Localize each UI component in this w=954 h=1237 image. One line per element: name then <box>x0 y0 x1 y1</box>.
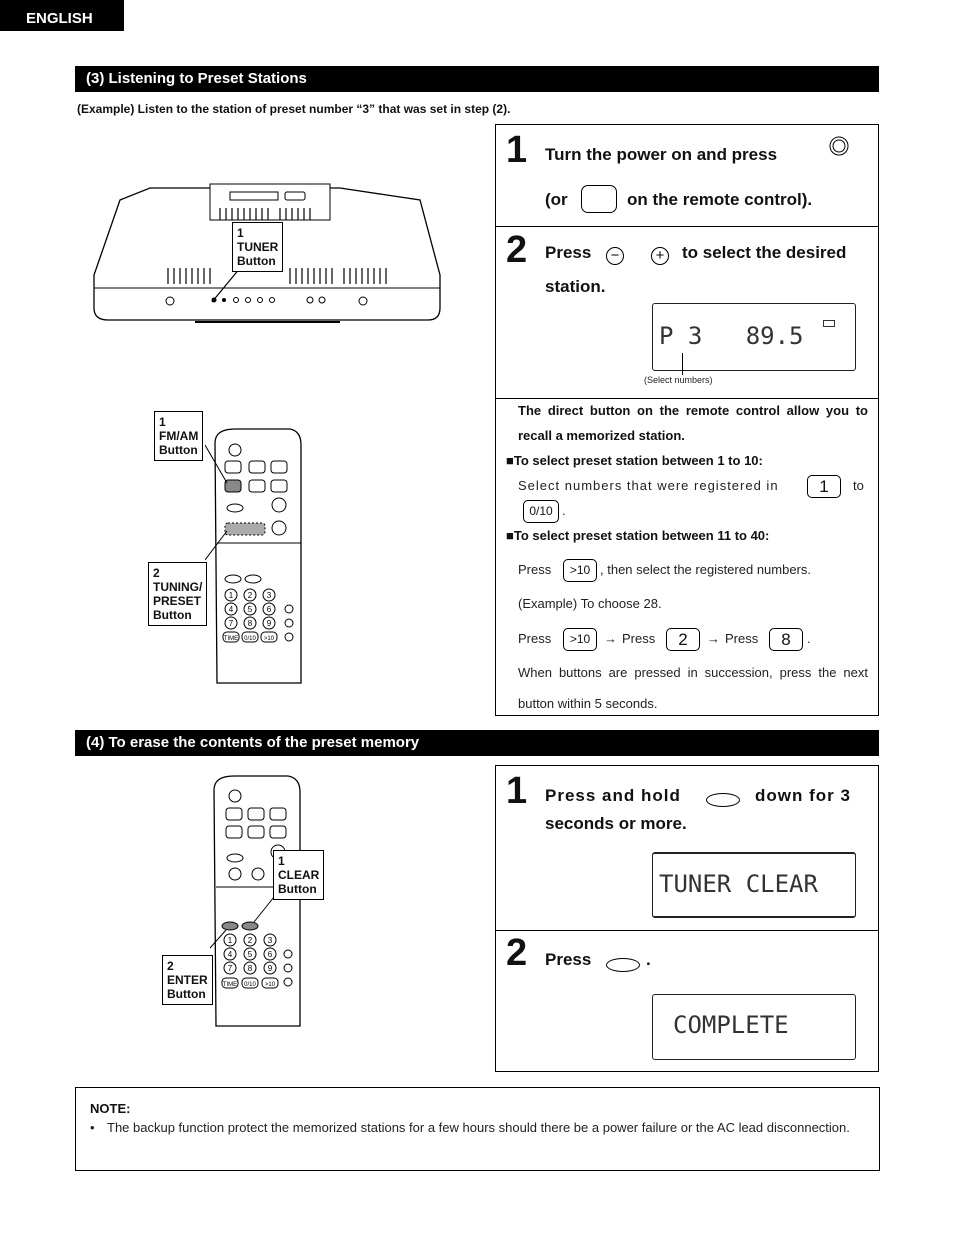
callout-clear-button: 1 CLEAR Button <box>273 850 324 900</box>
step2-text-suffix: to select the desired <box>682 243 847 262</box>
note-text: The backup function protect the memorized stations for a few hours should there be a power failure or the AC lead disconnection. <box>107 1120 850 1135</box>
key-2-icon: 2 <box>666 628 700 651</box>
steps-box-listening <box>495 124 879 716</box>
step-number: 2 <box>506 229 528 271</box>
svg-text:TIME: TIME <box>222 982 238 988</box>
info-p2-prefix: Press <box>518 562 552 577</box>
key-8-icon: 8 <box>769 628 803 651</box>
svg-text:TIME: TIME <box>223 636 239 642</box>
arrow-icon: → <box>604 631 617 646</box>
power-button-icon <box>828 135 850 157</box>
step2-text-prefix: Press <box>545 950 592 969</box>
key-over-10-icon: >10 <box>563 559 597 582</box>
steps-box-erase <box>495 765 879 1072</box>
arrow-icon: → <box>707 631 720 646</box>
key-1-icon: 1 <box>807 475 841 498</box>
svg-text:2: 2 <box>247 591 253 600</box>
svg-text:9: 9 <box>266 619 272 628</box>
svg-text:5: 5 <box>247 605 253 614</box>
svg-text:6: 6 <box>266 605 272 614</box>
svg-text:5: 5 <box>247 950 253 959</box>
svg-text:1: 1 <box>227 936 233 945</box>
svg-text:4: 4 <box>227 950 233 959</box>
callout-tuner-button: 1 TUNER Button <box>232 222 283 272</box>
svg-text:0/10: 0/10 <box>244 636 256 642</box>
section-title-erase: (4) To erase the contents of the preset memory <box>75 730 879 756</box>
step-number: 2 <box>506 932 528 974</box>
example-text: (Example) Listen to the station of preset number “3” that was set in step (2). <box>77 102 511 116</box>
lcd-display-tuner-clear: TUNER CLEAR <box>652 852 856 918</box>
svg-text:>10: >10 <box>263 636 275 642</box>
svg-text:3: 3 <box>266 591 272 600</box>
seq-press-2: Press <box>622 631 656 646</box>
section-title-listening: (3) Listening to Preset Stations <box>75 66 879 92</box>
svg-text:1: 1 <box>228 591 234 600</box>
language-tab: ENGLISH <box>0 0 124 31</box>
svg-text:3: 3 <box>267 936 273 945</box>
callout-enter-button: 2 ENTER Button <box>162 955 213 1005</box>
note-label: NOTE: <box>90 1101 131 1116</box>
remote-control-illustration-1 <box>205 425 305 687</box>
lcd-display-preset: P 3 89.5 <box>652 303 856 371</box>
svg-text:6: 6 <box>267 950 273 959</box>
lcd-indicator <box>823 320 835 327</box>
seq-press-1: Press <box>518 631 552 646</box>
period: . <box>562 503 566 518</box>
step2-text-line2: station. <box>545 277 606 296</box>
info-intro: The direct button on the remote control allow you to recall a memorized station. <box>518 403 868 443</box>
step-number: 1 <box>506 129 528 171</box>
lcd-caption: (Select numbers) <box>644 375 713 385</box>
period: . <box>807 631 811 646</box>
plus-button-icon: + <box>651 247 669 265</box>
info-p1-to: to <box>853 478 864 493</box>
info-heading-1-10: ■To select preset station between 1 to 10: <box>506 453 763 468</box>
step-number: 1 <box>506 770 528 812</box>
svg-text:8: 8 <box>247 619 253 628</box>
callout-fmam-button: 1 FM/AM Button <box>154 411 203 461</box>
key-0-10-icon: 0/10 <box>523 500 559 523</box>
remote-power-key-icon <box>581 185 617 213</box>
seq-press-3: Press <box>725 631 759 646</box>
remote-control-illustration-2 <box>210 772 305 1030</box>
step1-text-a: Turn the power on and press <box>545 145 778 164</box>
svg-text:8: 8 <box>247 964 253 973</box>
step1-text-b-suffix: on the remote control). <box>627 190 813 209</box>
svg-text:4: 4 <box>228 605 234 614</box>
svg-text:7: 7 <box>227 964 233 973</box>
step2-text-prefix: Press <box>545 243 592 262</box>
callout-tuning-preset-button: 2 TUNING/ PRESET Button <box>148 562 207 626</box>
svg-text:9: 9 <box>267 964 273 973</box>
step1-text-b-prefix: (or <box>545 190 568 209</box>
info-p1: Select numbers that were registered in <box>518 478 779 493</box>
svg-text:7: 7 <box>228 619 234 628</box>
note-bullet: • <box>90 1120 95 1135</box>
svg-text:>10: >10 <box>264 982 276 988</box>
minus-button-icon: − <box>606 247 624 265</box>
key-over-10-icon: >10 <box>563 628 597 651</box>
info-example: (Example) To choose 28. <box>518 596 662 611</box>
enter-key-icon <box>606 958 640 972</box>
note-box <box>75 1087 880 1171</box>
info-heading-11-40: ■To select preset station between 11 to 40: <box>506 528 770 543</box>
clear-key-icon <box>706 793 740 807</box>
info-p3: When buttons are pressed in succession, press the next button within 5 seconds. <box>518 665 868 711</box>
svg-text:0/10: 0/10 <box>244 982 256 988</box>
step1-text-a: Press and hold <box>545 786 681 805</box>
step1-text-c: seconds or more. <box>545 814 687 833</box>
svg-text:2: 2 <box>247 936 253 945</box>
step2-text-suffix: . <box>646 950 651 969</box>
info-p2-suffix: , then select the registered numbers. <box>600 562 812 577</box>
step1-text-b: down for 3 <box>755 786 851 805</box>
lcd-display-complete: COMPLETE <box>652 994 856 1060</box>
